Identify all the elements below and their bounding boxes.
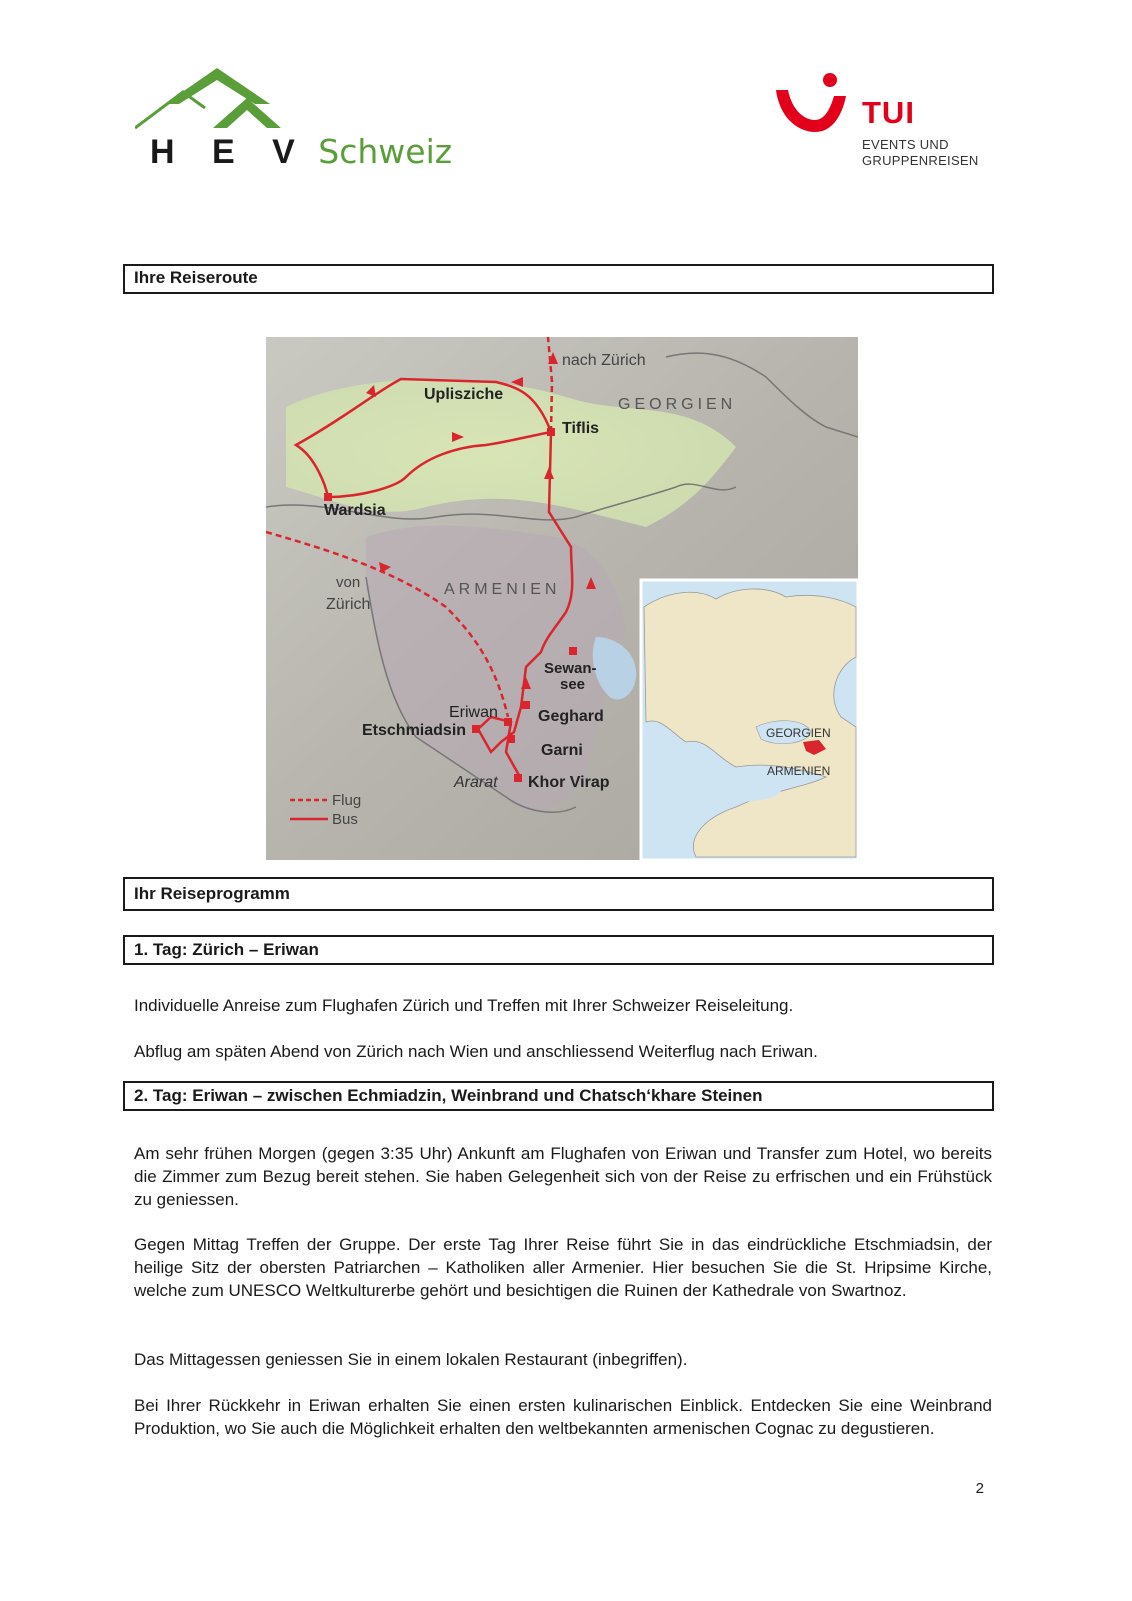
day-2-title: 2. Tag: Eriwan – zwischen Echmiadzin, Weinbrand und Chatsch‘khare Steinen [134, 1086, 763, 1105]
program-section-heading [123, 877, 994, 911]
day-2-heading [123, 1081, 994, 1111]
tui-logo-subtitle [862, 137, 979, 169]
stop-wardsia [324, 493, 332, 501]
stop-tiflis [547, 428, 555, 436]
stop-eriwan [504, 718, 512, 726]
page-number: 2 [975, 1480, 984, 1497]
stop-geghard [522, 701, 530, 709]
tui-subtitle-line2: GRUPPENREISEN [862, 153, 979, 168]
tui-smile-logo [770, 70, 870, 140]
map-label-armenien: ARMENIEN [444, 581, 561, 598]
legend-flight-label: Flug [332, 792, 362, 809]
program-section-title: Ihr Reiseprogramm [134, 884, 290, 903]
map-label-wardsia: Wardsia [324, 502, 386, 519]
route-map [266, 337, 858, 860]
map-label-nach-zurich: nach Zürich [562, 352, 646, 369]
day-1-paragraph-1: Individuelle Anreise zum Flughafen Zürich und Treffen mit Ihrer Schweizer Reiseleitung. [134, 996, 794, 1015]
route-section-title: Ihre Reiseroute [134, 268, 258, 287]
map-label-sewan-1: Sewan- [544, 660, 597, 677]
map-label-sewan-2: see [560, 676, 586, 693]
hev-logo-letters: H E V [150, 133, 309, 171]
day-1-paragraph-2: Abflug am späten Abend von Zürich nach Wien und anschliessend Weiterflug nach Eriwan. [134, 1042, 818, 1061]
inset-label-armenien: ARMENIEN [767, 764, 831, 778]
route-section-heading [123, 264, 994, 294]
legend-bus-label: Bus [332, 811, 358, 828]
day-2-paragraph-3: Das Mittagessen geniessen Sie in einem lokalen Restaurant (inbegriffen). [134, 1350, 688, 1369]
day-2-paragraph-4: Bei Ihrer Rückkehr in Eriwan erhalten Sie einen ersten kulinarischen Einblick. Entdecken Sie eine Weinbrand Produktion, wo Sie auch die Möglichkeit erhalten den weltbekannten armenischen Cognac zu degustieren. [134, 1396, 992, 1438]
inset-map [641, 580, 858, 860]
hev-logo-text [150, 132, 452, 172]
tui-subtitle-line1: EVENTS UND [862, 137, 949, 152]
map-label-zurich: Zürich [326, 596, 371, 613]
map-label-khor: Khor Virap [528, 774, 610, 791]
map-label-upliszi: Uplisziche [424, 386, 504, 403]
map-label-eriwan: Eriwan [449, 704, 498, 721]
stop-khor [514, 774, 522, 782]
day-1-heading [123, 935, 994, 965]
stop-sewan [569, 647, 577, 655]
day-1-title: 1. Tag: Zürich – Eriwan [134, 940, 319, 959]
inset-label-georgien: GEORGIEN [766, 726, 831, 740]
stop-garni [507, 735, 515, 743]
map-label-geghard: Geghard [538, 708, 604, 725]
day-2-paragraph-2: Gegen Mittag Treffen der Gruppe. Der erste Tag Ihrer Reise führt Sie in das eindrückliche Etschmiadsin, der heilige Sitz der obersten Patriarchen – Katholiken aller Armenier. Hier besuchen Sie die St. Hripsime Kirche, welche zum UNESCO Weltkulturerbe gehört und besichtigen die Ruinen der Kathedrale von Swartnoz. [134, 1235, 992, 1300]
map-label-tiflis: Tiflis [562, 420, 600, 437]
map-label-ararat: Ararat [454, 774, 498, 791]
hev-logo-word: Schweiz [318, 132, 453, 171]
map-label-garni: Garni [541, 742, 583, 759]
stop-etsch [472, 725, 480, 733]
day-2-paragraph-1: Am sehr frühen Morgen (gegen 3:35 Uhr) Ankunft am Flughafen von Eriwan und Transfer zum Hotel, wo bereits die Zimmer zum Bezug bereit stehen. Sie haben Gelegenheit sich von der Reise zu erfrischen und ein Frühstück zu geniessen. [134, 1144, 992, 1209]
map-label-von: von [336, 574, 361, 591]
map-label-georgien: GEORGIEN [618, 396, 737, 413]
map-label-etsch: Etschmiadsin [362, 722, 467, 739]
tui-logo-word: TUI [862, 95, 915, 130]
